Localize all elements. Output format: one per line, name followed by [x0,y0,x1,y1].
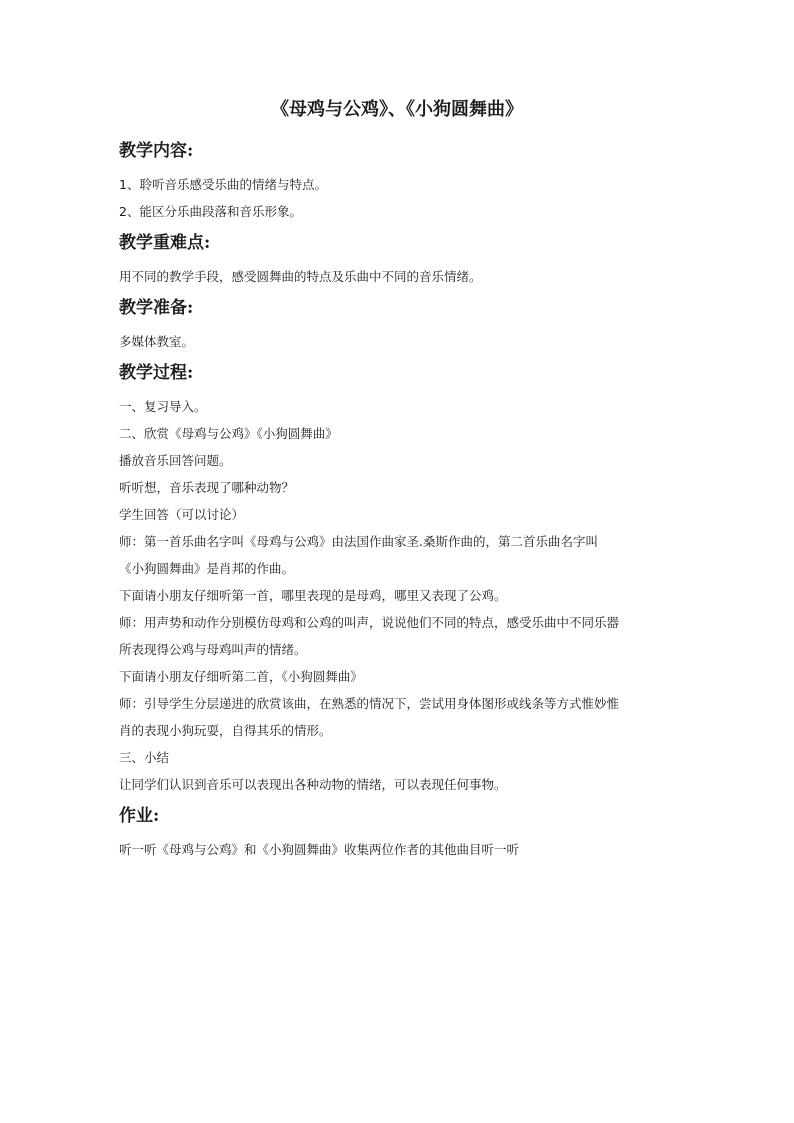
paragraph: 二、欣赏《母鸡与公鸡》《小狗圆舞曲》 [119,426,338,441]
section-key-points [119,230,679,290]
paragraph: 1、聆听音乐感受乐曲的情绪与特点。 [119,177,327,192]
paragraph: 2、能区分乐曲段落和音乐形象。 [119,204,302,219]
paragraph: 师：第一首乐曲名字叫《母鸡与公鸡》由法国作曲家圣.桑斯作曲的，第二首乐曲名字叫 [119,534,598,549]
paragraph: 三、小结 [119,750,170,765]
paragraph: 下面请小朋友仔细听第一首，哪里表现的是母鸡，哪里又表现了公鸡。 [119,588,507,603]
section-teaching-content [119,138,679,225]
paragraph: 所表现得公鸡与母鸡叫声的情绪。 [119,642,307,657]
paragraph: 《小狗圆舞曲》是肖邦的作曲。 [119,561,295,576]
paragraph: 师：引导学生分层递进的欣赏该曲，在熟悉的情况下，尝试用身体图形或线条等方式惟妙惟 [119,696,620,711]
paragraph: 听一听《母鸡与公鸡》和《小狗圆舞曲》收集两位作者的其他曲目听一听 [119,842,520,857]
paragraph: 让同学们认识到音乐可以表现出各种动物的情绪，可以表现任何事物。 [119,777,507,792]
document-title: 《母鸡与公鸡》、《小狗圆舞曲》 [271,99,523,120]
section-preparation [119,295,679,355]
document-body [119,138,679,863]
paragraph: 用不同的教学手段，感受圆舞曲的特点及乐曲中不同的音乐情绪。 [119,269,482,284]
section-heading: 教学准备: [119,298,194,318]
paragraph: 多媒体教室。 [119,334,195,349]
section-heading: 教学内容: [119,141,194,161]
section-heading: 作业: [119,806,160,826]
paragraph: 一、复习导入。 [119,399,207,414]
section-heading: 教学过程: [119,363,194,383]
paragraph: 师：用声势和动作分别模仿母鸡和公鸡的叫声，说说他们不同的特点，感受乐曲中不同乐器 [119,615,620,630]
paragraph: 播放音乐回答问题。 [119,453,232,468]
paragraph: 听听想，音乐表现了哪种动物？ [119,480,295,495]
paragraph: 下面请小朋友仔细听第二首，《小狗圆舞曲》 [119,669,363,684]
section-homework [119,803,679,863]
section-teaching-process [119,360,679,798]
paragraph: 肖的表现小狗玩耍，自得其乐的情形。 [119,723,332,738]
paragraph: 学生回答（可以讨论） [119,507,245,522]
section-heading: 教学重难点: [119,233,211,253]
